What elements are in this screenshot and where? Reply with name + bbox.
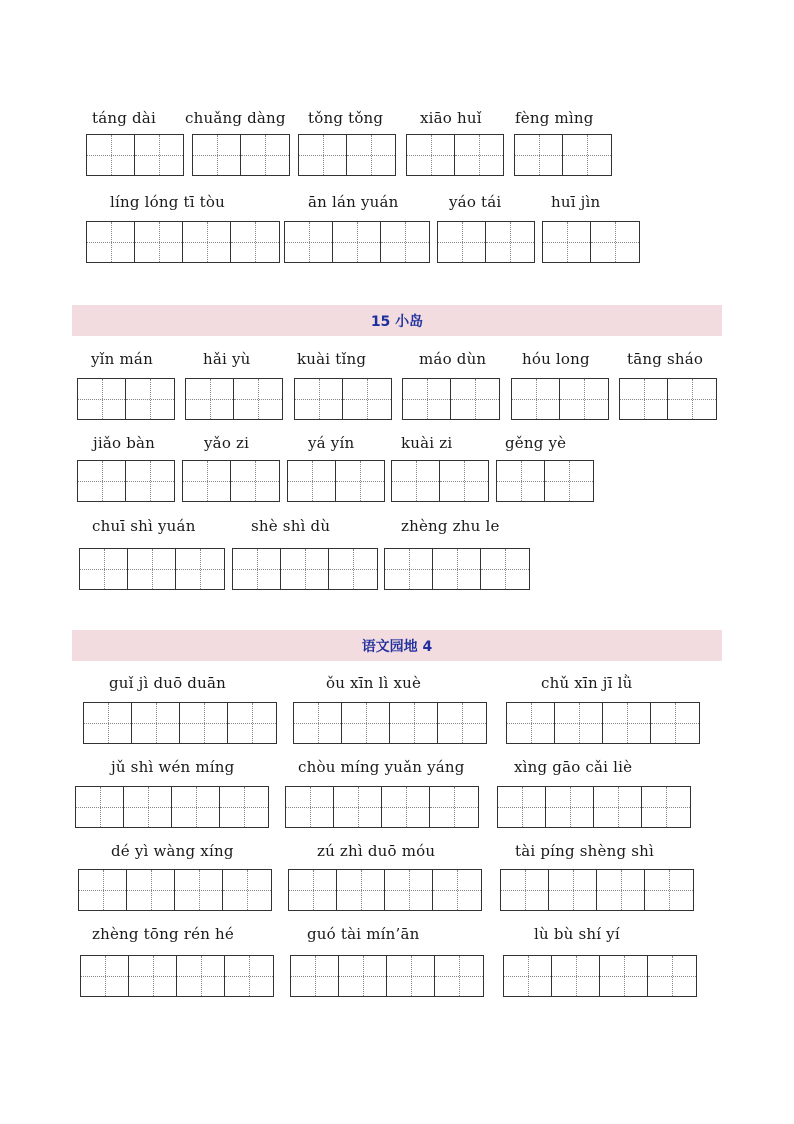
grid-cell[interactable] bbox=[225, 956, 273, 996]
pinyin-label: ǒu xīn lì xuè bbox=[326, 674, 422, 692]
grid-cell[interactable] bbox=[430, 787, 478, 827]
writing-grid[interactable] bbox=[77, 460, 175, 502]
pinyin-label: xìng gāo cǎi liè bbox=[514, 758, 633, 776]
pinyin-label: chuǎng dàng bbox=[185, 109, 286, 127]
writing-grid[interactable] bbox=[293, 702, 487, 744]
grid-cell[interactable] bbox=[126, 379, 174, 419]
grid-cell[interactable] bbox=[135, 135, 183, 175]
writing-grid[interactable] bbox=[86, 221, 280, 263]
pinyin-label: chǔ xīn jī lǜ bbox=[541, 674, 633, 692]
grid-cell[interactable] bbox=[382, 787, 430, 827]
grid-cell[interactable] bbox=[403, 379, 451, 419]
grid-cell[interactable] bbox=[651, 703, 699, 743]
grid-cell[interactable] bbox=[289, 870, 337, 910]
grid-cell[interactable] bbox=[294, 703, 342, 743]
grid-cell[interactable] bbox=[223, 870, 271, 910]
writing-grid[interactable] bbox=[496, 460, 594, 502]
grid-cell[interactable] bbox=[177, 956, 225, 996]
pinyin-label: guó tài mín’ān bbox=[307, 925, 420, 943]
grid-cell[interactable] bbox=[433, 870, 481, 910]
grid-cell[interactable] bbox=[433, 549, 481, 589]
pinyin-label: zú zhì duō móu bbox=[317, 842, 436, 860]
grid-cell[interactable] bbox=[78, 379, 126, 419]
grid-cell[interactable] bbox=[228, 703, 276, 743]
section-banner-15 bbox=[72, 305, 722, 336]
grid-cell[interactable] bbox=[668, 379, 716, 419]
writing-grid[interactable] bbox=[402, 378, 500, 420]
grid-cell[interactable] bbox=[597, 870, 645, 910]
writing-grid[interactable] bbox=[75, 786, 269, 828]
grid-cell[interactable] bbox=[124, 787, 172, 827]
grid-cell[interactable] bbox=[241, 135, 289, 175]
grid-cell[interactable] bbox=[438, 703, 486, 743]
writing-grid[interactable] bbox=[79, 548, 225, 590]
grid-cell[interactable] bbox=[80, 549, 128, 589]
grid-cell[interactable] bbox=[342, 703, 390, 743]
grid-cell[interactable] bbox=[642, 787, 690, 827]
grid-cell[interactable] bbox=[512, 379, 560, 419]
grid-cell[interactable] bbox=[233, 549, 281, 589]
grid-cell[interactable] bbox=[79, 870, 127, 910]
grid-cell[interactable] bbox=[127, 870, 175, 910]
grid-cell[interactable] bbox=[507, 703, 555, 743]
pinyin-label: ān lán yuán bbox=[308, 193, 399, 211]
grid-cell[interactable] bbox=[343, 379, 391, 419]
grid-cell[interactable] bbox=[546, 787, 594, 827]
grid-cell[interactable] bbox=[295, 379, 343, 419]
writing-grid[interactable] bbox=[503, 955, 697, 997]
writing-grid[interactable] bbox=[384, 548, 530, 590]
writing-grid[interactable] bbox=[232, 548, 378, 590]
writing-grid[interactable] bbox=[298, 134, 396, 176]
grid-cell[interactable] bbox=[594, 787, 642, 827]
pinyin-label: hóu long bbox=[522, 350, 590, 368]
writing-grid[interactable] bbox=[437, 221, 535, 263]
pinyin-label: chòu míng yuǎn yáng bbox=[298, 758, 465, 776]
grid-cell[interactable] bbox=[339, 956, 387, 996]
grid-cell[interactable] bbox=[333, 222, 381, 262]
grid-cell[interactable] bbox=[603, 703, 651, 743]
grid-cell[interactable] bbox=[129, 956, 177, 996]
pinyin-label: tài píng shèng shì bbox=[515, 842, 654, 860]
grid-cell[interactable] bbox=[545, 461, 593, 501]
grid-cell[interactable] bbox=[220, 787, 268, 827]
pinyin-label: táng dài bbox=[92, 109, 156, 127]
writing-grid[interactable] bbox=[192, 134, 290, 176]
grid-cell[interactable] bbox=[76, 787, 124, 827]
pinyin-label: yǐn mán bbox=[91, 350, 153, 368]
grid-cell[interactable] bbox=[175, 870, 223, 910]
grid-cell[interactable] bbox=[435, 956, 483, 996]
pinyin-label: tǒng tǒng bbox=[308, 109, 384, 127]
writing-grid[interactable] bbox=[619, 378, 717, 420]
grid-cell[interactable] bbox=[563, 135, 611, 175]
grid-cell[interactable] bbox=[486, 222, 534, 262]
writing-grid[interactable] bbox=[288, 869, 482, 911]
grid-cell[interactable] bbox=[183, 461, 231, 501]
pinyin-label: yǎo zi bbox=[204, 434, 250, 452]
grid-cell[interactable] bbox=[645, 870, 693, 910]
pinyin-label: huī jìn bbox=[551, 193, 601, 211]
writing-grid[interactable] bbox=[284, 221, 430, 263]
pinyin-label: yáo tái bbox=[449, 193, 502, 211]
grid-cell[interactable] bbox=[497, 461, 545, 501]
grid-cell[interactable] bbox=[186, 379, 234, 419]
pinyin-label: shè shì dù bbox=[251, 517, 331, 535]
grid-cell[interactable] bbox=[334, 787, 382, 827]
section-title: 15 小岛 bbox=[370, 313, 424, 330]
writing-grid[interactable] bbox=[391, 460, 489, 502]
pinyin-label: yá yín bbox=[308, 434, 355, 452]
grid-cell[interactable] bbox=[180, 703, 228, 743]
pinyin-label: kuài tǐng bbox=[297, 350, 367, 368]
pinyin-label: xiāo huǐ bbox=[420, 109, 482, 127]
pinyin-label: jiǎo bàn bbox=[93, 434, 155, 452]
writing-grid[interactable] bbox=[285, 786, 479, 828]
grid-cell[interactable] bbox=[515, 135, 563, 175]
writing-grid[interactable] bbox=[77, 378, 175, 420]
writing-grid[interactable] bbox=[182, 460, 280, 502]
grid-cell[interactable] bbox=[87, 135, 135, 175]
grid-cell[interactable] bbox=[385, 870, 433, 910]
grid-cell[interactable] bbox=[193, 135, 241, 175]
grid-cell[interactable] bbox=[591, 222, 639, 262]
grid-cell[interactable] bbox=[451, 379, 499, 419]
grid-cell[interactable] bbox=[555, 703, 603, 743]
writing-grid[interactable] bbox=[86, 134, 184, 176]
writing-grid[interactable] bbox=[83, 702, 277, 744]
pinyin-label: hǎi yù bbox=[203, 350, 251, 368]
grid-cell[interactable] bbox=[231, 222, 279, 262]
grid-cell[interactable] bbox=[176, 549, 224, 589]
grid-cell[interactable] bbox=[281, 549, 329, 589]
grid-cell[interactable] bbox=[81, 956, 129, 996]
grid-cell[interactable] bbox=[126, 461, 174, 501]
grid-cell[interactable] bbox=[438, 222, 486, 262]
grid-cell[interactable] bbox=[552, 956, 600, 996]
pinyin-label: guǐ jì duō duān bbox=[109, 674, 226, 692]
pinyin-label: lù bù shí yí bbox=[534, 925, 620, 943]
pinyin-label: líng lóng tī tòu bbox=[110, 193, 225, 211]
grid-cell[interactable] bbox=[440, 461, 488, 501]
grid-cell[interactable] bbox=[498, 787, 546, 827]
section-banner-yuwen bbox=[72, 630, 722, 661]
grid-cell[interactable] bbox=[288, 461, 336, 501]
section-title: 语文园地 4 bbox=[361, 638, 433, 655]
grid-cell[interactable] bbox=[231, 461, 279, 501]
grid-cell[interactable] bbox=[132, 703, 180, 743]
grid-cell[interactable] bbox=[286, 787, 334, 827]
pinyin-label: chuī shì yuán bbox=[92, 517, 196, 535]
grid-cell[interactable] bbox=[600, 956, 648, 996]
grid-cell[interactable] bbox=[549, 870, 597, 910]
pinyin-label: máo dùn bbox=[419, 350, 487, 368]
grid-cell[interactable] bbox=[455, 135, 503, 175]
grid-cell[interactable] bbox=[385, 549, 433, 589]
pinyin-label: dé yì wàng xíng bbox=[111, 842, 234, 860]
grid-cell[interactable] bbox=[128, 549, 176, 589]
pinyin-label: fèng mìng bbox=[515, 109, 594, 127]
writing-grid[interactable] bbox=[500, 869, 694, 911]
writing-grid[interactable] bbox=[78, 869, 272, 911]
grid-cell[interactable] bbox=[381, 222, 429, 262]
writing-grid[interactable] bbox=[290, 955, 484, 997]
writing-grid[interactable] bbox=[185, 378, 283, 420]
pinyin-label: kuài zi bbox=[401, 434, 453, 452]
grid-cell[interactable] bbox=[285, 222, 333, 262]
grid-cell[interactable] bbox=[135, 222, 183, 262]
grid-cell[interactable] bbox=[291, 956, 339, 996]
grid-cell[interactable] bbox=[390, 703, 438, 743]
writing-grid[interactable] bbox=[506, 702, 700, 744]
grid-cell[interactable] bbox=[504, 956, 552, 996]
pinyin-label: zhèng tōng rén hé bbox=[92, 925, 234, 943]
grid-cell[interactable] bbox=[392, 461, 440, 501]
writing-grid[interactable] bbox=[514, 134, 612, 176]
writing-grid[interactable] bbox=[80, 955, 274, 997]
grid-cell[interactable] bbox=[407, 135, 455, 175]
grid-cell[interactable] bbox=[481, 549, 529, 589]
writing-grid[interactable] bbox=[497, 786, 691, 828]
grid-cell[interactable] bbox=[234, 379, 282, 419]
grid-cell[interactable] bbox=[84, 703, 132, 743]
grid-cell[interactable] bbox=[620, 379, 668, 419]
writing-grid[interactable] bbox=[542, 221, 640, 263]
writing-grid[interactable] bbox=[287, 460, 385, 502]
grid-cell[interactable] bbox=[347, 135, 395, 175]
grid-cell[interactable] bbox=[329, 549, 377, 589]
grid-cell[interactable] bbox=[387, 956, 435, 996]
writing-grid[interactable] bbox=[294, 378, 392, 420]
grid-cell[interactable] bbox=[183, 222, 231, 262]
pinyin-label: gěng yè bbox=[505, 434, 567, 452]
grid-cell[interactable] bbox=[543, 222, 591, 262]
grid-cell[interactable] bbox=[648, 956, 696, 996]
grid-cell[interactable] bbox=[336, 461, 384, 501]
grid-cell[interactable] bbox=[560, 379, 608, 419]
grid-cell[interactable] bbox=[87, 222, 135, 262]
pinyin-label: zhèng zhu le bbox=[401, 517, 500, 535]
grid-cell[interactable] bbox=[78, 461, 126, 501]
pinyin-label: tāng sháo bbox=[627, 350, 704, 368]
writing-grid[interactable] bbox=[406, 134, 504, 176]
grid-cell[interactable] bbox=[299, 135, 347, 175]
grid-cell[interactable] bbox=[337, 870, 385, 910]
writing-grid[interactable] bbox=[511, 378, 609, 420]
grid-cell[interactable] bbox=[501, 870, 549, 910]
pinyin-label: jǔ shì wén míng bbox=[111, 758, 235, 776]
grid-cell[interactable] bbox=[172, 787, 220, 827]
